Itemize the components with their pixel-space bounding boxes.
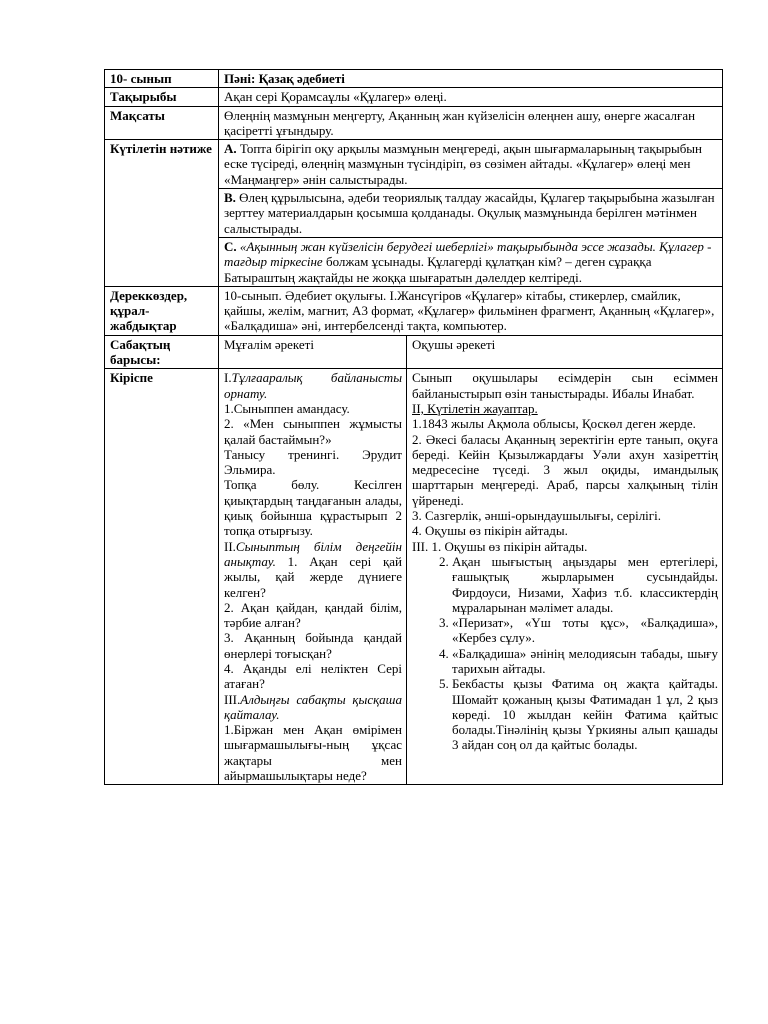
list-item: 2. Ақан шығыстың аңыздары мен ертегілері, ғашықтық жырларымен сусындайды. Фирдоуси, Низами, Хафиз т.б. классиктердің мұраларынан мәлімет алады. — [452, 554, 718, 615]
subject-title: Пәні: Қазақ әдебиеті — [219, 70, 723, 88]
student-activity — [407, 369, 723, 785]
student-answer-list — [412, 554, 718, 753]
lesson-plan-table — [104, 69, 723, 785]
row-topic — [105, 88, 723, 106]
section-2-title: Сыныптың білім деңгейін анықтау. — [224, 538, 402, 569]
outcome-b-text: Өлең құрылысына, әдеби теориялық талдау жасайды, Құлагер тақырыбына жазылған зерттеу материалдарын қосымша қолданады. Оқулық мазмұнында берілген мәтінмен салыстырады. — [224, 190, 715, 236]
teacher-s1-item4: Топқа бөлу. Кесілген қиықтардың таңдағанын алады, қиық бойынша құрастырып 2 топқа отырғызу. — [224, 477, 402, 539]
intro-label: Кіріспе — [105, 369, 219, 785]
goal-label: Мақсаты — [105, 106, 219, 140]
row-resources — [105, 286, 723, 335]
student-p2-item2: 2. Әкесі баласы Ақанның зеректігін ерте танып, оқуға береді. Кейін Қызылжардағы Уәли ахун хазіреттің медресесіне түседі. 3 жыл оқиды, имандылық шарттарын меңгереді. Араб, парсы халқының тілін үйренеді. — [412, 431, 719, 508]
outcome-c-letter: С. — [224, 238, 237, 254]
resources-label: Дереккөздер, құрал-жабдықтар — [105, 286, 219, 335]
student-p1: Сынып оқушылары есімдерін сын есіммен байланыстырып өзін таныстырады. Ибалы Инабат. — [412, 370, 719, 401]
outcome-a — [219, 140, 722, 188]
section-3-number: ІІІ. — [224, 691, 241, 707]
teacher-s2-item1: 1. Ақан сері қай жылы, қай жерде дүниеге келген? — [224, 553, 402, 600]
section-1-number: І. — [224, 370, 232, 386]
list-item: 5. Бекбасты қызы Фатима оң жақта қайтады. Шомайт қожаның қызы Фатимадан 1 ұл, 2 қыз көреді. 10 жылдан кейін Фатима қайтыс болады.Тінәлінің қызы Үркияны алып қашады 3 айдан соң ол да қайтыс болады. — [452, 676, 718, 752]
section-3-title: Алдыңғы сабақты қысқаша қайталау. — [224, 691, 402, 722]
teacher-s3-item1: 1.Біржан мен Ақан өмірімен шығармашылығы-ның ұқсас жақтары мен айырмашылықтары неде? — [224, 722, 402, 784]
teacher-section-2 — [224, 539, 402, 600]
outcome-b-letter: В. — [224, 190, 236, 206]
row-goal — [105, 106, 723, 140]
section-2-number: ІІ. — [224, 538, 236, 554]
student-p2-item4: 4. Оқушы өз пікірін айтады. — [412, 523, 568, 539]
process-label: Сабақтың барысы: — [105, 335, 219, 369]
goal-value: Өлеңнің мазмұнын меңгерту, Ақанның жан күйзелісін өлеңнен ашу, өнерге жасалған қасіретті ұғындыру. — [219, 106, 723, 140]
resources-value: 10-сынып. Әдебиет оқулығы. І.Жансүгіров «Құлагер» кітабы, стикерлер, смайлик, қайшы, желім, магнит, А3 формат, «Құлагер» фильмінен фрагмент, Ақанның «Құлагер», «Балқадиша» әні, интербелсенді тақта, компьютер. — [219, 286, 723, 335]
teacher-s1-item1: 1.Сыныппен амандасу. — [224, 400, 350, 416]
teacher-s2-item4: 4. Ақанды елі неліктен Сері атаған? — [224, 660, 402, 692]
outcome-a-text: Топта бірігіп оқу арқылы мазмұнын меңгереді, ақын шығармаларының тақырыбын еске түсіреді, өлеңнің мазмұнын түсіндіріп, өз сөзімен айтады. «Құлагер» өлеңі мен «Маңмаңгер» әнін салыстырады. — [224, 141, 702, 187]
row-outcome — [105, 140, 723, 287]
student-p2-item3: 3. Сазгерлік, әнші-орындаушылығы, серілігі. — [412, 508, 661, 524]
section-1-title: Тұлғааралық байланысты орнату. — [224, 370, 402, 401]
list-item: 4. «Балқадиша» әнінің мелодиясын табады, шығу тарихын айтады. — [452, 646, 718, 677]
row-process — [105, 335, 723, 369]
teacher-activity — [219, 369, 407, 785]
teacher-s2-item3: 3. Ақанның бойында қандай өнерлері тоғысқан? — [224, 630, 402, 661]
teacher-header: Мұғалім әрекеті — [219, 335, 407, 369]
outcome-label: Күтілетін нәтиже — [105, 140, 219, 287]
outcome-cell — [219, 140, 723, 287]
row-grade — [105, 70, 723, 88]
student-header: Оқушы әрекеті — [407, 335, 723, 369]
expected-answers-title: ІІ, Күтілетін жауаптар. — [412, 400, 538, 416]
teacher-section-3 — [224, 692, 402, 723]
list-item: 3. «Перизат», «Үш тоты құс», «Балқадиша», «Кербез сұлу». — [452, 615, 718, 646]
topic-label: Тақырыбы — [105, 88, 219, 106]
student-p2-title — [412, 401, 718, 416]
teacher-s2-item2: 2. Ақан қайдан, қандай білім, тәрбие алған? — [224, 599, 402, 631]
outcome-c-text: болжам ұсынады. Құлагерді құлатқан кім? – деген сұраққа Батыраштың жақтайды не жоққа шығаратын дәлелдер келтіреді. — [224, 254, 652, 285]
teacher-s1-item2: 2. «Мен сыныппен жұмысты қалай бастаймын?» — [224, 416, 402, 447]
outcome-b — [219, 188, 722, 237]
teacher-section-1 — [224, 370, 402, 401]
topic-value: Ақан сері Қорамсаұлы «Құлагер» өлеңі. — [219, 88, 723, 106]
outcome-c-italic: «Ақынның жан күйзелісін берудегі шеберлігі» тақырыбында эссе жазады. Құлагер - тағдыр тіркесіне — [224, 238, 712, 270]
teacher-s1-item3: Танысу тренингі. Эрудит Эльмира. — [224, 446, 402, 478]
outcome-a-letter: А. — [224, 141, 237, 157]
student-p2-item1: 1.1843 жылы Ақмола облысы, Қоскөл деген жерде. — [412, 416, 696, 432]
student-p3: ІІІ. 1. Оқушы өз пікірін айтады. — [412, 538, 588, 554]
grade-label: 10- сынып — [105, 70, 219, 88]
row-intro — [105, 369, 723, 785]
outcome-c — [219, 237, 722, 286]
